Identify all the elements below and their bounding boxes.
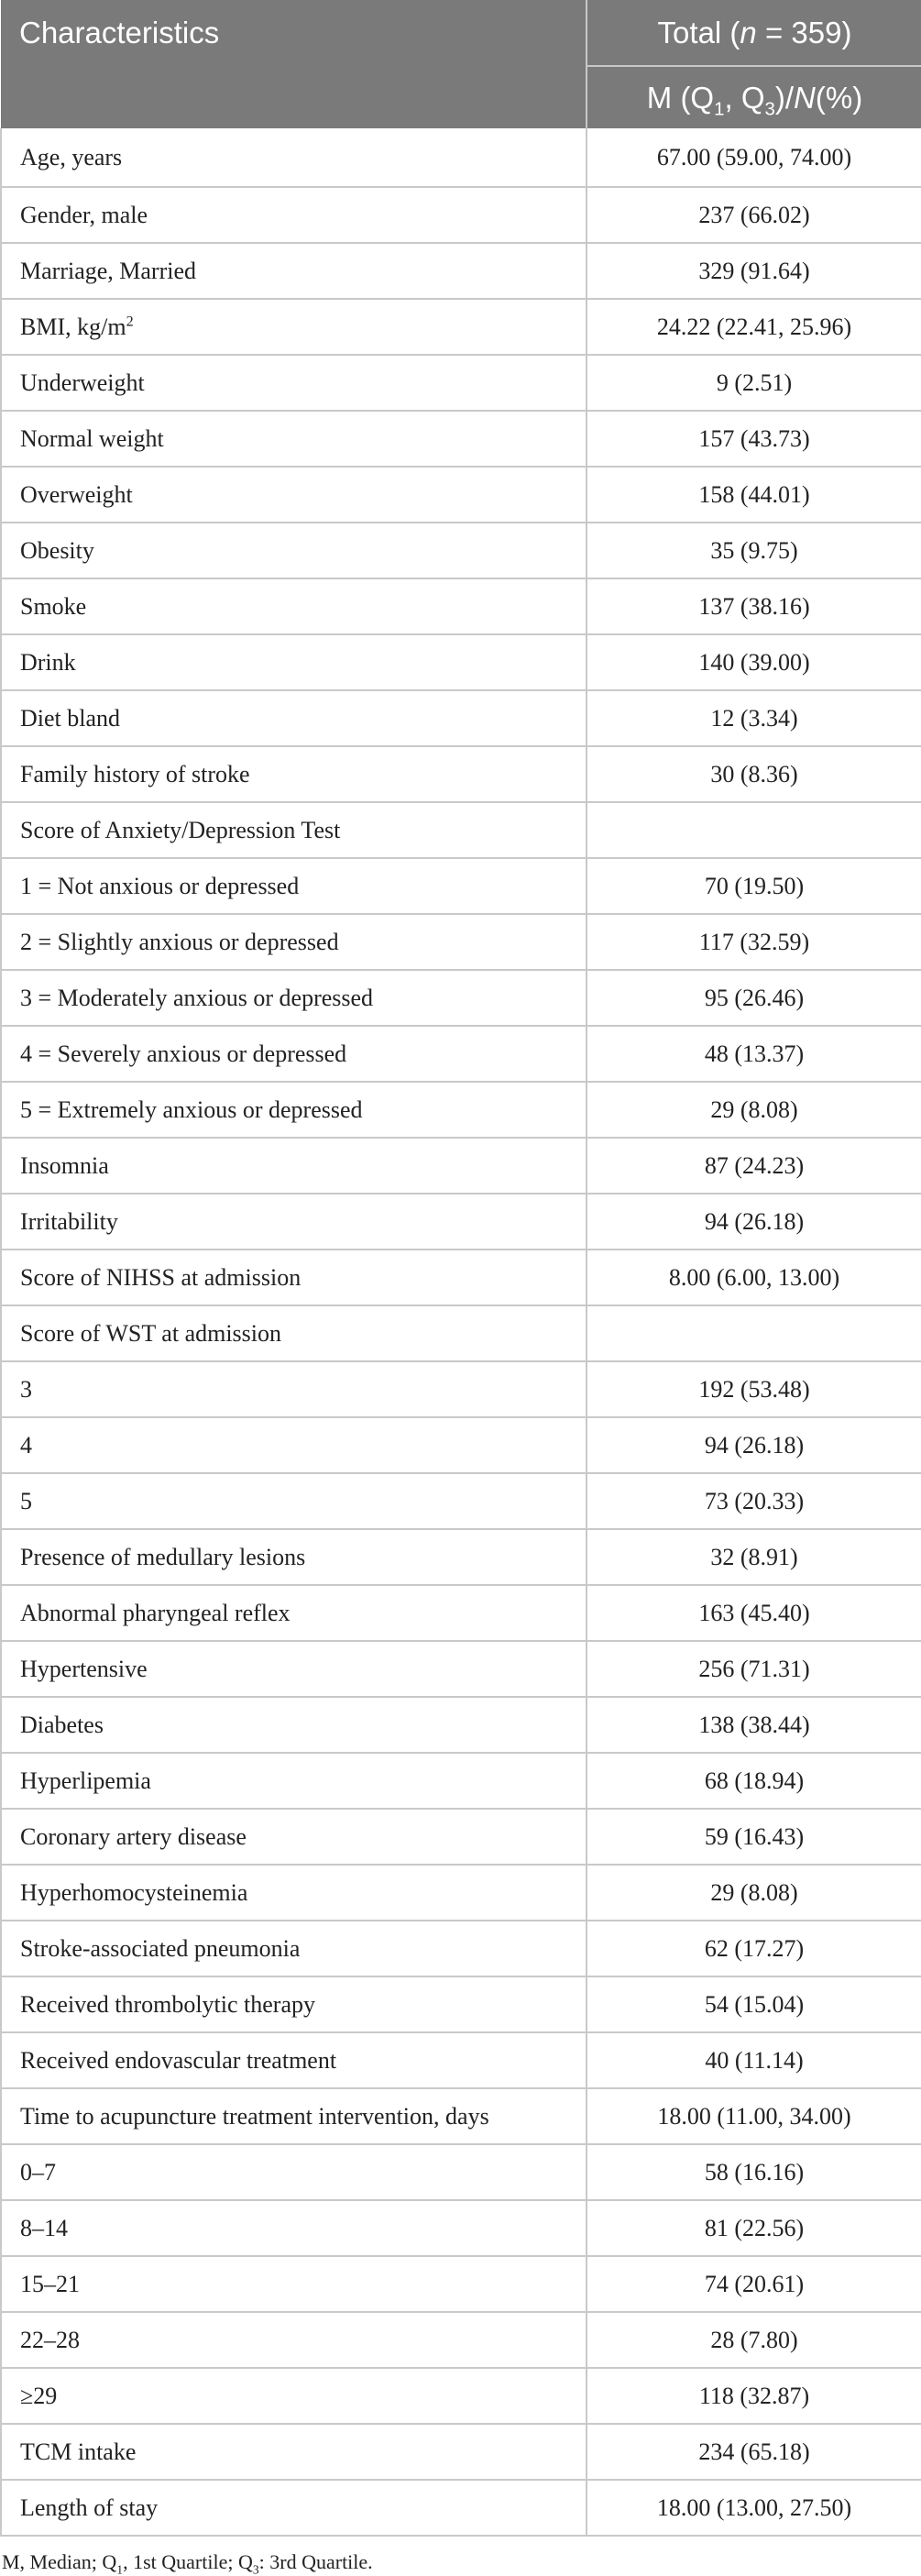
- table-row: [1, 411, 921, 467]
- row-label-cell: [1, 1082, 587, 1138]
- row-value: 24.22 (22.41, 25.96): [587, 299, 921, 355]
- table-row: [1, 578, 921, 634]
- row-label: Stroke-associated pneumonia: [20, 1934, 301, 1962]
- row-label-sup: 2: [126, 313, 134, 329]
- row-value: 58 (16.16): [587, 2144, 921, 2200]
- row-label-cell: [1, 1753, 587, 1809]
- row-value: 30 (8.36): [587, 746, 921, 802]
- footnote-sub3: 3: [252, 2562, 259, 2576]
- row-label: Overweight: [20, 480, 133, 508]
- row-label: Hyperlipemia: [20, 1767, 151, 1794]
- table-row: [1, 467, 921, 523]
- table-row: [1, 1585, 921, 1641]
- row-value: 28 (7.80): [587, 2312, 921, 2368]
- row-label: Score of Anxiety/Depression Test: [20, 816, 341, 843]
- row-label: Score of NIHSS at admission: [20, 1263, 302, 1291]
- row-label-cell: [1, 1697, 587, 1753]
- table-row: [1, 1976, 921, 2032]
- row-value: 29 (8.08): [587, 1865, 921, 1921]
- table-row: [1, 355, 921, 411]
- table-row: [1, 2200, 921, 2256]
- row-value: 70 (19.50): [587, 858, 921, 914]
- table-row: [1, 858, 921, 914]
- table-row: [1, 1361, 921, 1417]
- row-value: 256 (71.31): [587, 1641, 921, 1697]
- row-label-cell: [1, 1529, 587, 1585]
- row-value: 29 (8.08): [587, 1082, 921, 1138]
- row-label-cell: [1, 2088, 587, 2144]
- row-label-cell: [1, 299, 587, 355]
- row-label: Time to acupuncture treatment intervention, days: [20, 2102, 489, 2130]
- table-row: [1, 2088, 921, 2144]
- total-header: [587, 0, 921, 66]
- row-value: 18.00 (13.00, 27.50): [587, 2480, 921, 2536]
- table-row: [1, 187, 921, 243]
- row-value: 9 (2.51): [587, 355, 921, 411]
- row-value: 54 (15.04): [587, 1976, 921, 2032]
- header-row: [1, 0, 921, 66]
- table-row: [1, 970, 921, 1026]
- row-value: 237 (66.02): [587, 187, 921, 243]
- table-row: [1, 1305, 921, 1361]
- row-label: Insomnia: [20, 1151, 109, 1179]
- row-value: 118 (32.87): [587, 2368, 921, 2424]
- subheader-row: [1, 66, 921, 128]
- row-label-cell: [1, 690, 587, 746]
- row-label: 22–28: [20, 2326, 80, 2353]
- table-row: [1, 1641, 921, 1697]
- row-value: [587, 802, 921, 858]
- row-value: 140 (39.00): [587, 634, 921, 690]
- row-value: 117 (32.59): [587, 914, 921, 970]
- table-row: [1, 2256, 921, 2312]
- table-row: [1, 128, 921, 187]
- row-label: Received endovascular treatment: [20, 2046, 337, 2074]
- row-value: 94 (26.18): [587, 1194, 921, 1249]
- row-label: 4: [20, 1431, 32, 1459]
- row-label-cell: [1, 2480, 587, 2536]
- row-value: 81 (22.56): [587, 2200, 921, 2256]
- table-row: [1, 1809, 921, 1865]
- table-row: [1, 1697, 921, 1753]
- stat-sub3: 3: [764, 98, 775, 120]
- row-value: 74 (20.61): [587, 2256, 921, 2312]
- row-label: Received thrombolytic therapy: [20, 1990, 316, 2018]
- row-value: 12 (3.34): [587, 690, 921, 746]
- table-row: [1, 523, 921, 578]
- row-label-cell: [1, 1865, 587, 1921]
- row-label-cell: [1, 355, 587, 411]
- row-value: 95 (26.46): [587, 970, 921, 1026]
- total-prefix: Total (: [657, 15, 740, 50]
- row-label: Irritability: [20, 1207, 118, 1235]
- row-label-cell: [1, 2144, 587, 2200]
- table-row: [1, 2312, 921, 2368]
- row-label: 4 = Severely anxious or depressed: [20, 1040, 347, 1067]
- row-label: Normal weight: [20, 424, 164, 452]
- table-row: [1, 1529, 921, 1585]
- row-label-cell: [1, 802, 587, 858]
- stat-m: M (Q: [646, 80, 715, 115]
- row-label-cell: [1, 970, 587, 1026]
- row-value: 234 (65.18): [587, 2424, 921, 2480]
- row-label: BMI, kg/m: [20, 313, 126, 340]
- stat-N: N: [794, 80, 816, 115]
- table-row: [1, 2368, 921, 2424]
- row-value: 40 (11.14): [587, 2032, 921, 2088]
- row-label: Coronary artery disease: [20, 1822, 247, 1850]
- row-label: Length of stay: [20, 2493, 159, 2521]
- row-label-cell: [1, 914, 587, 970]
- row-value: 87 (24.23): [587, 1138, 921, 1194]
- footnote-part2: , 1st Quartile; Q: [123, 2550, 253, 2573]
- row-value: 18.00 (11.00, 34.00): [587, 2088, 921, 2144]
- row-label-cell: [1, 634, 587, 690]
- row-label-cell: [1, 1026, 587, 1082]
- stat-end: (%): [815, 80, 863, 115]
- row-label-cell: [1, 128, 587, 187]
- row-label-cell: [1, 1809, 587, 1865]
- row-label-cell: [1, 578, 587, 634]
- row-label: Family history of stroke: [20, 760, 250, 787]
- table-row: [1, 1417, 921, 1473]
- row-label-cell: [1, 746, 587, 802]
- table-row: [1, 299, 921, 355]
- table-row: [1, 802, 921, 858]
- row-label-cell: [1, 467, 587, 523]
- row-value: 73 (20.33): [587, 1473, 921, 1529]
- row-label: 5 = Extremely anxious or depressed: [20, 1095, 363, 1123]
- row-label-cell: [1, 1361, 587, 1417]
- stat-header: [587, 66, 921, 128]
- footnote-part3: : 3rd Quartile.: [258, 2550, 373, 2573]
- row-value: 32 (8.91): [587, 1529, 921, 1585]
- total-suffix: = 359): [756, 15, 852, 50]
- row-label-cell: [1, 2032, 587, 2088]
- row-value: 329 (91.64): [587, 243, 921, 299]
- table-row: [1, 243, 921, 299]
- row-value: 158 (44.01): [587, 467, 921, 523]
- row-label: Smoke: [20, 592, 87, 620]
- row-label-cell: [1, 1921, 587, 1976]
- total-n: n: [740, 15, 757, 50]
- table-row: [1, 1921, 921, 1976]
- table-row: [1, 1753, 921, 1809]
- footnote: [0, 2550, 921, 2574]
- row-label-cell: [1, 2424, 587, 2480]
- row-label: Underweight: [20, 369, 145, 396]
- row-value: 68 (18.94): [587, 1753, 921, 1809]
- row-label-cell: [1, 1194, 587, 1249]
- footnote-sub1: 1: [116, 2562, 124, 2576]
- table-row: [1, 2032, 921, 2088]
- row-label-cell: [1, 1417, 587, 1473]
- stat-mid: , Q: [724, 80, 765, 115]
- row-value: 137 (38.16): [587, 578, 921, 634]
- row-value: 62 (17.27): [587, 1921, 921, 1976]
- row-label: 8–14: [20, 2214, 68, 2241]
- row-value: 35 (9.75): [587, 523, 921, 578]
- table-row: [1, 634, 921, 690]
- row-label: Hypertensive: [20, 1655, 148, 1682]
- row-value: 192 (53.48): [587, 1361, 921, 1417]
- row-label: 0–7: [20, 2158, 56, 2185]
- row-label: Score of WST at admission: [20, 1319, 282, 1347]
- table-row: [1, 746, 921, 802]
- row-label-cell: [1, 2200, 587, 2256]
- row-label: ≥29: [20, 2382, 58, 2409]
- row-label-cell: [1, 2256, 587, 2312]
- table-row: [1, 1194, 921, 1249]
- row-value: 8.00 (6.00, 13.00): [587, 1249, 921, 1305]
- row-label: Abnormal pharyngeal reflex: [20, 1599, 291, 1626]
- stat-sub1: 1: [714, 98, 725, 120]
- row-label-cell: [1, 1641, 587, 1697]
- row-label-cell: [1, 2368, 587, 2424]
- row-label: Diet bland: [20, 704, 121, 732]
- table-row: [1, 1138, 921, 1194]
- table-row: [1, 690, 921, 746]
- row-label: Drink: [20, 648, 76, 676]
- row-label-cell: [1, 1473, 587, 1529]
- row-label-cell: [1, 858, 587, 914]
- table-row: [1, 1082, 921, 1138]
- table-row: [1, 1026, 921, 1082]
- row-label-cell: [1, 1585, 587, 1641]
- row-label-cell: [1, 187, 587, 243]
- table-row: [1, 1865, 921, 1921]
- row-label: 15–21: [20, 2270, 80, 2297]
- row-value: 48 (13.37): [587, 1026, 921, 1082]
- row-label: Obesity: [20, 536, 94, 564]
- row-value: 94 (26.18): [587, 1417, 921, 1473]
- row-label: Age, years: [20, 143, 123, 171]
- row-label-cell: [1, 1138, 587, 1194]
- stat-mid2: )/: [774, 80, 795, 115]
- row-label: 3 = Moderately anxious or depressed: [20, 984, 374, 1011]
- table-row: [1, 1249, 921, 1305]
- row-label-cell: [1, 1976, 587, 2032]
- row-label-cell: [1, 1249, 587, 1305]
- row-label-cell: [1, 243, 587, 299]
- row-label-cell: [1, 1305, 587, 1361]
- table-row: [1, 2424, 921, 2480]
- table-row: [1, 1473, 921, 1529]
- characteristics-header: Characteristics: [1, 0, 587, 66]
- row-label: Presence of medullary lesions: [20, 1543, 306, 1570]
- row-label-cell: [1, 2312, 587, 2368]
- table-row: [1, 914, 921, 970]
- table-row: [1, 2144, 921, 2200]
- row-value: 67.00 (59.00, 74.00): [587, 128, 921, 187]
- row-value: 157 (43.73): [587, 411, 921, 467]
- table-body: [1, 128, 921, 2536]
- table-row: [1, 2480, 921, 2536]
- row-label-cell: [1, 411, 587, 467]
- row-label-cell: [1, 523, 587, 578]
- row-value: [587, 1305, 921, 1361]
- row-value: 163 (45.40): [587, 1585, 921, 1641]
- row-label: 5: [20, 1487, 32, 1514]
- row-value: 59 (16.43): [587, 1809, 921, 1865]
- footnote-part1: M, Median; Q: [2, 2550, 117, 2573]
- row-label: 2 = Slightly anxious or depressed: [20, 928, 339, 955]
- row-label: 1 = Not anxious or depressed: [20, 872, 300, 899]
- row-label: Hyperhomocysteinemia: [20, 1878, 248, 1906]
- row-value: 138 (38.44): [587, 1697, 921, 1753]
- subheader-blank: [1, 66, 587, 128]
- row-label: Marriage, Married: [20, 257, 197, 284]
- row-label: Diabetes: [20, 1711, 104, 1738]
- row-label: TCM intake: [20, 2438, 137, 2465]
- row-label: Gender, male: [20, 201, 148, 228]
- row-label: 3: [20, 1375, 32, 1403]
